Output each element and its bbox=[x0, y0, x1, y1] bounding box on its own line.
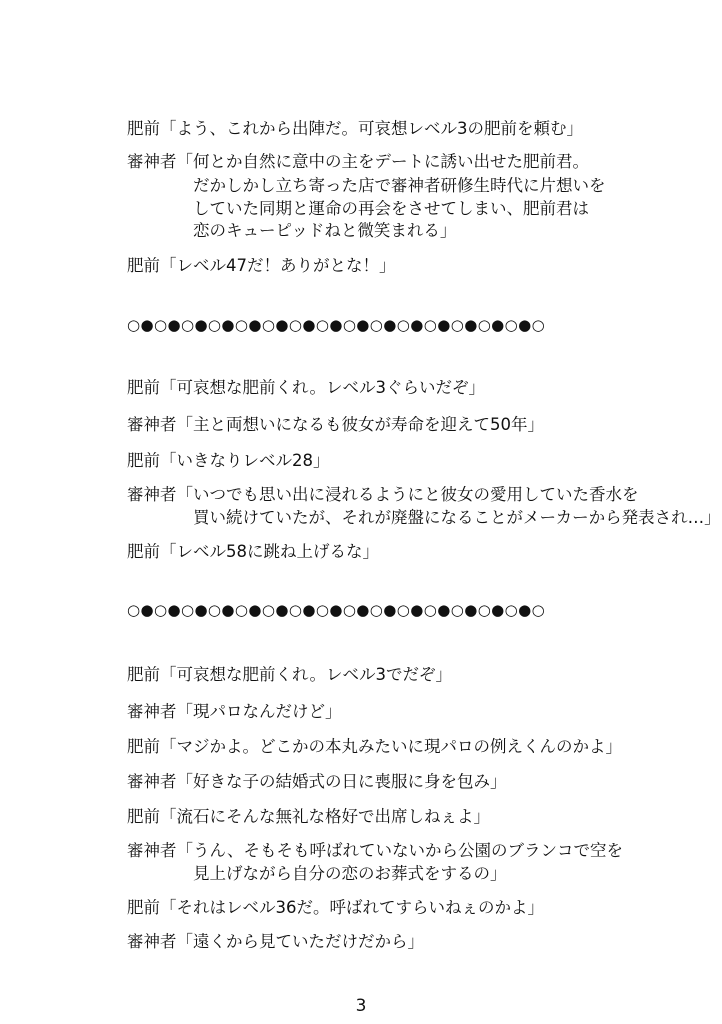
dialogue-line-saniwa: 審神者「いつでも思い出に浸れるようにと彼女の愛用していた香水を bbox=[127, 485, 639, 504]
dialogue-line-hizen: 肥前「流石にそんな無礼な格好で出席しねぇよ」 bbox=[127, 807, 490, 826]
dialogue-line-saniwa: 審神者「好きな子の結婚式の日に喪服に身を包み」 bbox=[127, 772, 507, 791]
dialogue-continuation: だかしかし立ち寄った店で審神者研修生時代に片想いを bbox=[193, 176, 606, 195]
dialogue-continuation: 見上げながら自分の恋のお葬式をするの」 bbox=[193, 864, 507, 883]
dialogue-continuation: 恋のキューピッドねと微笑まれる」 bbox=[193, 221, 457, 240]
dialogue-line-saniwa: 審神者「現パロなんだけど」 bbox=[127, 702, 342, 721]
dialogue-line-hizen: 肥前「レベル47だ！ありがとな！」 bbox=[127, 256, 396, 275]
dialogue-line-hizen: 肥前「レベル58に跳ね上げるな」 bbox=[127, 542, 379, 561]
dialogue-line-saniwa: 審神者「主と両想いになるも彼女が寿命を迎えて50年」 bbox=[127, 415, 544, 434]
dialogue-line-hizen: 肥前「可哀想な肥前くれ。レベル3でだぞ」 bbox=[127, 665, 452, 684]
dialogue-continuation: していた同期と運命の再会をさせてしまい、肥前君は bbox=[193, 199, 589, 218]
dialogue-line-hizen: 肥前「それはレベル36だ。呼ばれてすらいねぇのかよ」 bbox=[127, 898, 544, 917]
circle-divider: ○●○●○●○●○●○●○●○●○●○●○●○●○●○●○●○ bbox=[127, 601, 546, 619]
dialogue-line-saniwa: 審神者「うん、そもそも呼ばれていないから公園のブランコで空を bbox=[127, 841, 623, 860]
page-number: 3 bbox=[355, 996, 367, 1016]
dialogue-line-saniwa: 審神者「何とか自然に意中の主をデートに誘い出せた肥前君。 bbox=[127, 152, 589, 171]
dialogue-line-hizen: 肥前「可哀想な肥前くれ。レベル3ぐらいだぞ」 bbox=[127, 378, 485, 397]
dialogue-line-saniwa: 審神者「遠くから見ていただけだから」 bbox=[127, 932, 424, 951]
dialogue-line-hizen: 肥前「よう、これから出陣だ。可哀想レベル3の肥前を頼む」 bbox=[127, 119, 583, 138]
dialogue-continuation: 買い続けていたが、それが廃盤になることがメーカーから発表され…」 bbox=[193, 508, 721, 527]
circle-divider: ○●○●○●○●○●○●○●○●○●○●○●○●○●○●○●○ bbox=[127, 316, 546, 334]
dialogue-line-hizen: 肥前「いきなりレベル28」 bbox=[127, 451, 330, 470]
dialogue-line-hizen: 肥前「マジかよ。どこかの本丸みたいに現パロの例えくんのかよ」 bbox=[127, 737, 622, 756]
